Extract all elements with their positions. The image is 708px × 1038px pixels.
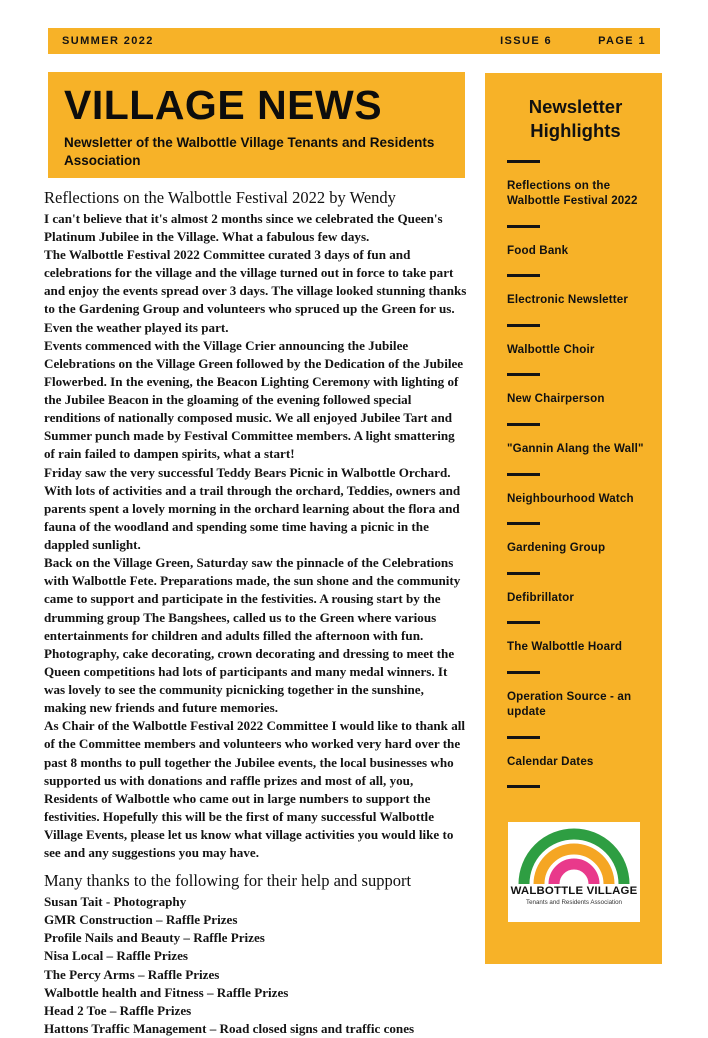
rainbow-icon [518,828,630,884]
list-item: Nisa Local – Raffle Prizes [44,948,188,964]
sidebar-item-the-walbottle-hoard[interactable]: The Walbottle Hoard [507,640,623,654]
sidebar-item-reflections[interactable]: Reflections on the Walbottle Festival 2022 [507,178,638,208]
logo-tagline: Tenants and Residents Association [526,899,622,906]
article-paragraph: Friday saw the very successful Teddy Bears Picnic in Walbottle Orchard. With lots of activities and a trail through the orchard, Teddies, owners and parents spent a lovely morning in the orchard learning about the flora and fauna of the woodland and spending some time having a picnic in the dappled sunlight. [44,464,461,553]
sidebar-item-new-chairperson[interactable]: New Chairperson [507,392,605,406]
divider-rule [507,473,540,476]
main-article-column [44,188,468,1038]
sidebar-item-gardening-group[interactable]: Gardening Group [507,541,606,555]
article-paragraph: As Chair of the Walbottle Festival 2022 Committee I would like to thank all of the Committee members and volunteers who worked very hard over the past 8 months to pull together the Jubilee events, the local businesses who supported us with donations and raffle prizes and most of all, you, Residents of Walbottle who came out in large numbers to support the festivities. Hopefully this will be the first of many successful Walbottle Village Events, please let us know what village activities you would like to see and any suggestions you may have. [44,718,466,861]
article-body [44,210,468,863]
divider-rule [507,160,540,163]
list-item: Hattons Traffic Management – Road closed signs and traffic cones [44,1020,415,1036]
logo-organisation-name: WALBOTTLE VILLAGE [510,885,638,897]
divider-rule [507,522,540,525]
list-item: Head 2 Toe – Raffle Prizes [44,1002,192,1018]
divider-rule [507,785,540,788]
masthead [48,72,465,178]
divider-rule [507,324,540,327]
sidebar-item-gannin-alang-the-wall[interactable]: "Gannin Alang the Wall" [507,442,644,455]
divider-rule [507,423,540,426]
list-item: GMR Construction – Raffle Prizes [44,912,238,928]
thanks-heading: Many thanks to the following for their help and support [44,871,412,891]
divider-rule [507,736,540,739]
sidebar-item-electronic-newsletter[interactable]: Electronic Newsletter [507,293,629,307]
page-number-label: PAGE 1 [598,35,646,47]
sidebar-item-defibrillator[interactable]: Defibrillator [507,590,575,604]
article-heading: Reflections on the Walbottle Festival 2022 by Wendy [44,188,396,207]
divider-rule [507,671,540,674]
publication-title: VILLAGE NEWS [64,82,383,128]
list-item: Walbottle health and Fitness – Raffle Prizes [44,984,289,1000]
issue-number-label: ISSUE 6 [500,35,553,47]
divider-rule [507,373,540,376]
issue-meta-band [48,28,660,54]
sidebar-item-food-bank[interactable]: Food Bank [507,243,569,257]
sidebar-title: Newsletter Highlights [528,96,623,142]
article-paragraph: I can't believe that it's almost 2 months since we celebrated the Queen's Platinum Jubilee in the Village. What a fabulous few days. [44,210,443,244]
sidebar-item-calendar-dates[interactable]: Calendar Dates [507,754,594,768]
season-label: SUMMER 2022 [62,35,154,47]
divider-rule [507,572,540,575]
article-paragraph: Back on the Village Green, Saturday saw the pinnacle of the Celebrations with Walbottle Fete. Preparations made, the sun shone and the community came to support and participate in the festivities. A rousing start by the drumming group The Bangshees, called us to the Green where various entertainments for children and adults filled the afternoon with fun. Photography, cake decorating, crown decorating and dressing to meet the Queen competitions had lots of participants and many medal winners. It was lovely to see the community picnicking together in the sunshine, making new friends and future memories. [44,555,461,716]
divider-rule [507,225,540,228]
divider-rule [507,621,540,624]
sidebar-item-neighbourhood-watch[interactable]: Neighbourhood Watch [507,491,634,505]
list-item: Susan Tait - Photography [44,894,187,910]
article-paragraph: The Walbottle Festival 2022 Committee curated 3 days of fun and celebrations for the village and the village turned out in force to take part and enjoy the events spread over 3 days. The village looked stunning thanks to the Gardening Group and volunteers who spruced up the Green for us. Even the weather played its part. [44,247,467,335]
article-paragraph: Events commenced with the Village Crier announcing the Jubilee Celebrations on the Village Green followed by the Dedication of the Jubilee Flowerbed. In the evening, the Beacon Lighting Ceremony with lighting of the Jubilee Beacon in the gloaming of the evening followed special renditions of nationally composed music. We all enjoyed Jubilee Tart and Summer punch made by Festival Committee members. A light smattering of rain failed to dampen spirits, what a start! [44,337,464,462]
publication-subtitle: Newsletter of the Walbottle Village Tenants and Residents Association [64,135,435,168]
list-item: Profile Nails and Beauty – Raffle Prizes [44,930,265,946]
organisation-logo [508,822,640,922]
list-item: The Percy Arms – Raffle Prizes [44,966,220,982]
thanks-list [44,893,468,1038]
sidebar-item-operation-source[interactable]: Operation Source - an update [507,689,632,719]
sidebar-item-walbottle-choir[interactable]: Walbottle Choir [507,342,595,356]
divider-rule [507,274,540,277]
